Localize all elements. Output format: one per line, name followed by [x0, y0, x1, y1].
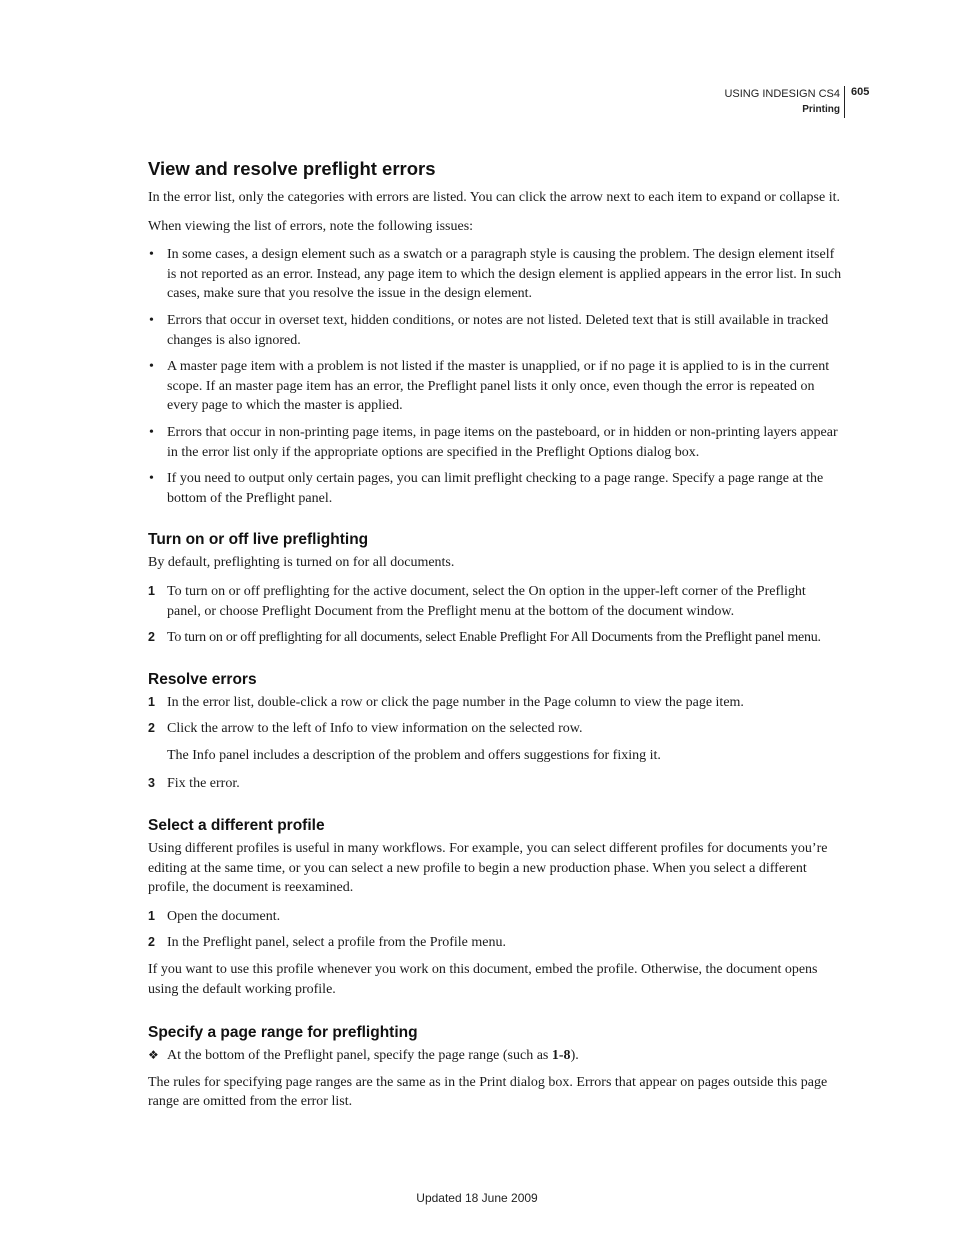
step-number: 2	[148, 721, 155, 736]
page-range-step	[148, 1046, 842, 1066]
single-step-icon: ❖	[148, 1048, 159, 1063]
resolve-errors-steps	[148, 693, 842, 739]
different-profile-outro: If you want to use this profile whenever you work on this document, embed the profile. Otherwise, the document opens using the default working profile.	[148, 962, 818, 997]
page-range-outro: The rules for specifying page ranges are the same as in the Print dialog box. Errors that appear on pages outside this page range are omitted from the error list.	[148, 1074, 828, 1110]
step-item: 2 To turn on or off preflighting for all documents, select Enable Preflight For All Documents from the Preflight panel menu.	[148, 628, 842, 648]
step-item: 2 Click the arrow to the left of Info to view information on the selected row.	[148, 719, 842, 739]
list-item: • Errors that occur in overset text, hidden conditions, or notes are not listed. Deleted text that is still available in tracked changes is also ignored.	[149, 312, 829, 348]
live-preflight-intro: By default, preflighting is turned on for all documents.	[148, 555, 455, 571]
header-divider	[844, 86, 845, 118]
list-item: • In some cases, a design element such as a swatch or a paragraph style is causing the problem. The design element itself is not reported as an error. Instead, any page item to which the design element is applied appears in the error list. In such cases, make sure that you resolve the issue in the design element.	[149, 247, 842, 302]
step-item: 2 In the Preflight panel, select a profile from the Profile menu.	[148, 933, 842, 953]
section-title-live-preflight: Turn on or off live preflighting	[148, 531, 369, 549]
section-title-different-profile: Select a different profile	[148, 817, 325, 835]
view-resolve-intro: In the error list, only the categories with errors are listed. You can click the arrow next to each item to expand or collapse it.	[148, 190, 841, 205]
list-item: • A master page item with a problem is not listed if the master is unapplied, or if no page it is applied to is in the current scope. If an master page item has an error, the Preflight panel lists it only once, even though the error is repeated on every page to which the master is applied.	[149, 359, 830, 414]
step-item: 1 In the error list, double-click a row or click the page number in the Page column to view the page item.	[148, 693, 842, 713]
section-title-resolve-errors: Resolve errors	[148, 670, 257, 688]
section-name: Printing	[802, 104, 840, 115]
section-title-page-range: Specify a page range for preflighting	[148, 1024, 418, 1042]
step-note: The Info panel includes a description of the problem and offers suggestions for fixing it.	[167, 747, 661, 763]
book-title: USING INDESIGN CS4	[724, 88, 840, 100]
resolve-errors-steps-cont	[148, 774, 842, 794]
step-number: 2	[148, 935, 155, 950]
step-number: 1	[148, 583, 155, 598]
issues-list	[148, 245, 842, 508]
step-item: 3 Fix the error.	[148, 774, 842, 794]
step-item: 1 To turn on or off preflighting for the active document, select the On option in the upper-left corner of the Preflight panel, or choose Preflight Document from the Preflight menu at the bottom of the document window.	[148, 583, 806, 619]
list-item: • Errors that occur in non-printing page items, in page items on the pasteboard, or in hidden or non-printing layers appear in the error list only if the appropriate options are specified in the Preflight Options dialog box.	[149, 424, 838, 460]
bullet-marker: •	[149, 359, 154, 375]
page-number: 605	[851, 86, 870, 98]
step-number: 2	[148, 630, 155, 645]
live-preflight-steps	[148, 582, 842, 648]
running-head	[600, 86, 840, 118]
section-title-view-resolve: View and resolve preflight errors	[148, 158, 436, 179]
bullet-marker: •	[149, 424, 154, 440]
bullet-marker: •	[149, 312, 154, 328]
different-profile-steps	[148, 907, 842, 953]
bullet-marker: •	[149, 471, 154, 487]
list-item: • If you need to output only certain pages, you can limit preflight checking to a page range. Specify a page range at the bottom of the Preflight panel.	[149, 471, 824, 506]
different-profile-intro: Using different profiles is useful in many workflows. For example, you can select different profiles for documents you’re editing at the same time, or you can select a new profile to begin a new production phase. When you select a different profile, the document is reexamined.	[148, 841, 828, 896]
step-number: 3	[148, 776, 155, 791]
footer-updated: Updated 18 June 2009	[416, 1191, 538, 1205]
bullet-marker: •	[149, 247, 154, 263]
page-range-example: 1-8	[551, 1048, 571, 1064]
step-item: ❖ At the bottom of the Preflight panel, specify the page range (such as 1-8).	[148, 1046, 842, 1066]
step-number: 1	[148, 908, 155, 923]
step-number: 1	[148, 694, 155, 709]
view-resolve-lead: When viewing the list of errors, note the following issues:	[148, 218, 474, 234]
page-body	[148, 156, 842, 1121]
step-item: 1 Open the document.	[148, 907, 842, 927]
